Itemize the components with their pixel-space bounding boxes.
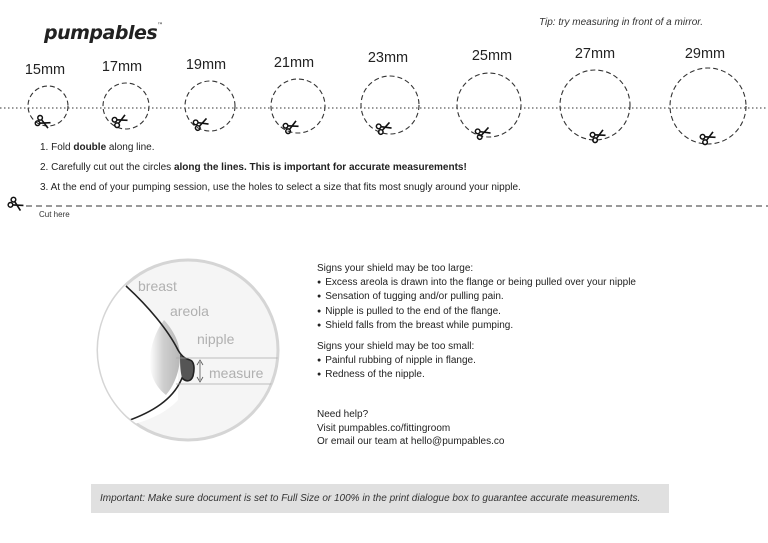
fitting-room-link[interactable]: Visit pumpables.co/fittingroom	[317, 422, 451, 434]
too-large-item: ● Sensation of tugging and/or pulling pain.	[317, 290, 636, 305]
too-large-item: ● Shield falls from the breast while pumping.	[317, 319, 636, 334]
circle-23mm	[361, 76, 419, 134]
instruction-step-1: 1. Fold double along line.	[40, 142, 155, 153]
instruction-step-3: 3. At the end of your pumping session, use the holes to select a size that fits most snugly around your nipple.	[40, 182, 521, 193]
too-large-section	[317, 262, 636, 334]
too-large-item: ● Excess areola is drawn into the flange or being pulled over your nipple	[317, 276, 636, 291]
label-areola: areola	[170, 303, 209, 319]
too-small-item: ● Painful rubbing of nipple in flange.	[317, 354, 476, 369]
important-notice: Important: Make sure document is set to Full Size or 100% in the print dialogue box to guarantee accurate measurements.	[91, 484, 669, 513]
too-small-section	[317, 340, 476, 383]
size-label-21mm: 21mm	[273, 55, 315, 71]
scissors-icon	[700, 130, 717, 145]
too-small-item: ● Redness of the nipple.	[317, 368, 476, 383]
circle-25mm	[457, 73, 521, 137]
size-label-19mm: 19mm	[185, 57, 227, 73]
email-contact[interactable]: Or email our team at hello@pumpables.co	[317, 436, 505, 447]
circle-19mm	[185, 81, 235, 131]
circle-15mm	[28, 86, 68, 126]
help-title: Need help?	[317, 409, 369, 420]
label-nipple: nipple	[197, 331, 235, 347]
circle-27mm	[560, 70, 630, 140]
instruction-step-2: 2. Carefully cut out the circles along the lines. This is important for accurate measurements!	[40, 162, 467, 173]
brand-logo: pumpables™	[44, 22, 163, 44]
size-label-17mm: 17mm	[101, 59, 143, 75]
label-breast: breast	[138, 278, 177, 294]
help-section	[317, 408, 504, 449]
scissors-icon	[7, 197, 24, 213]
measurement-circles	[0, 0, 768, 230]
too-large-item: ● Nipple is pulled to the end of the flange.	[317, 305, 636, 320]
circle-17mm	[103, 83, 149, 129]
too-small-title: Signs your shield may be too small:	[317, 341, 475, 352]
size-label-23mm: 23mm	[367, 50, 409, 66]
cut-here-label: Cut here	[39, 210, 70, 219]
circle-29mm	[670, 68, 746, 144]
breast-diagram	[96, 258, 280, 442]
size-label-29mm: 29mm	[684, 46, 726, 62]
label-measure: measure	[209, 365, 264, 381]
scissors-icon	[590, 128, 607, 143]
size-label-25mm: 25mm	[471, 48, 513, 64]
circle-21mm	[271, 79, 325, 133]
scissors-icon	[283, 119, 300, 134]
size-label-15mm: 15mm	[24, 62, 66, 78]
size-label-27mm: 27mm	[574, 46, 616, 62]
scissors-icon	[475, 125, 492, 140]
mirror-tip: Tip: try measuring in front of a mirror.	[539, 17, 704, 28]
scissors-icon	[376, 120, 393, 135]
too-large-title: Signs your shield may be too large:	[317, 263, 474, 274]
